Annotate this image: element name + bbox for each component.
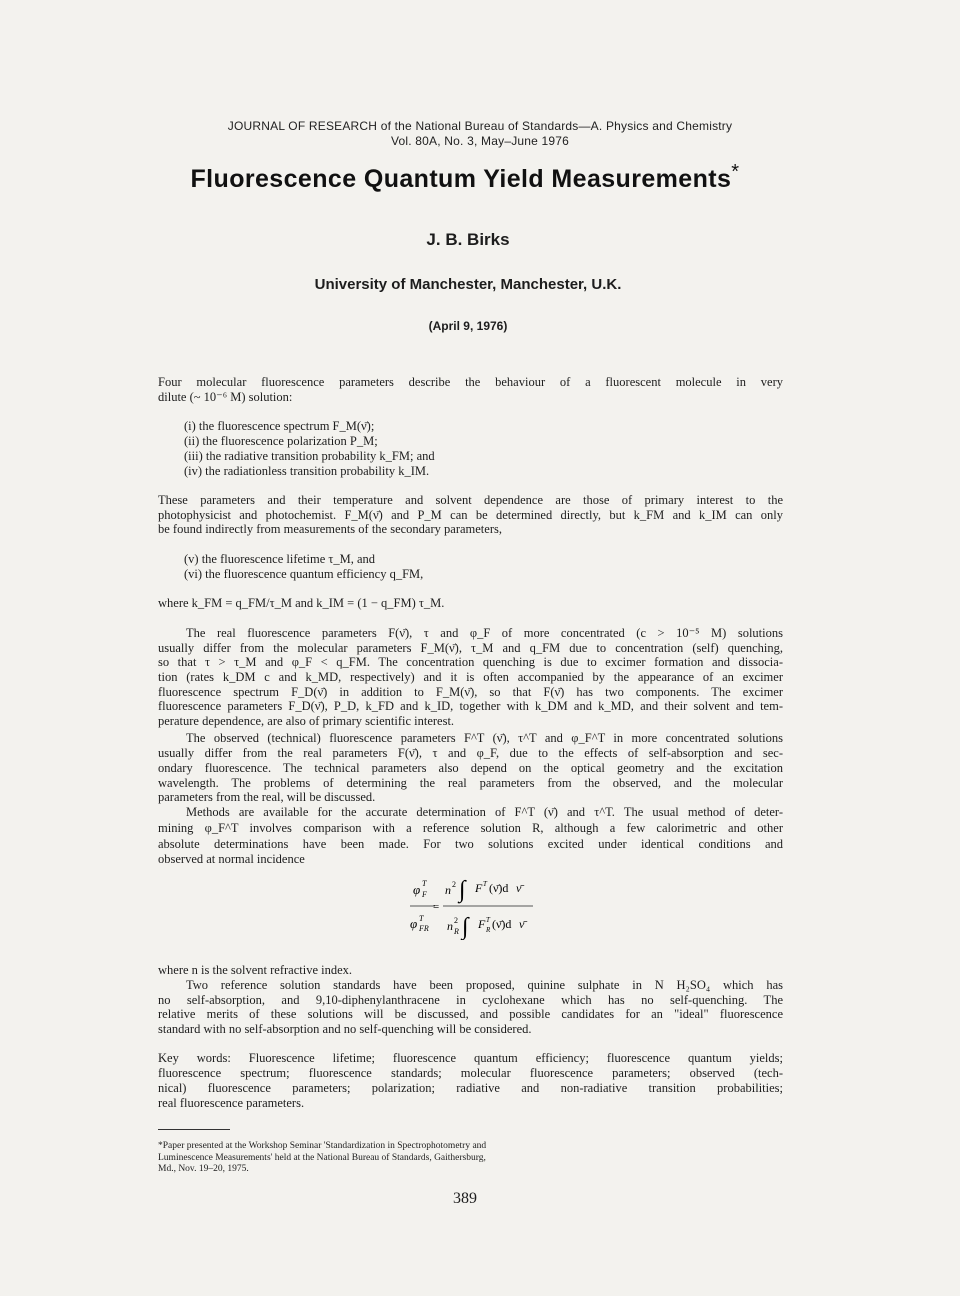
paragraph-line: fluorescence spectrum F_D(ν̄) in addition to F_M(ν̄), so that F(ν̄) has two components. The excimer xyxy=(158,685,783,699)
paragraph-line: wavelength. The problems of determining the real parameters from the observed, and the molecular xyxy=(158,776,783,790)
footnote-rule xyxy=(158,1129,230,1130)
abstract-intro-line: Four molecular fluorescence parameters describe the behaviour of a fluorescent molecule in very xyxy=(158,375,783,389)
received-date: (April 9, 1976) xyxy=(428,319,508,333)
svg-text:(ν̄)d: (ν̄)d xyxy=(492,917,512,931)
paragraph-line: absolute determinations have been made. For two solutions excited under identical conditions and xyxy=(158,837,783,851)
paragraph-line: usually differ from the real parameters F(ν̄), τ and φ_F, due to the effects of self-absorption and sec- xyxy=(158,746,783,760)
svg-text:ν̄: ν̄ xyxy=(519,917,525,931)
svg-text:F: F xyxy=(422,890,427,899)
svg-text:R: R xyxy=(486,926,491,934)
svg-text:2: 2 xyxy=(452,880,456,889)
paragraph-line: These parameters and their temperature and solvent dependence are those of primary interest to the xyxy=(158,493,783,507)
where-line: where k_FM = q_FM/τ_M and k_IM = (1 − q_FM) τ_M. xyxy=(158,596,445,610)
svg-text:n: n xyxy=(447,919,453,933)
keywords-line: fluorescence spectrum; fluorescence standards; molecular fluorescence parameters; observed (tech- xyxy=(158,1066,783,1080)
title-footnote-mark: * xyxy=(731,161,740,183)
svg-text:T: T xyxy=(419,914,424,923)
paragraph-line: observed at normal incidence xyxy=(158,852,305,866)
journal-header: JOURNAL OF RESEARCH of the National Bureau of Standards—A. Physics and Chemistry xyxy=(227,119,733,133)
footnote-line: Md., Nov. 19–20, 1975. xyxy=(158,1164,249,1174)
paragraph-line: The real fluorescence parameters F(ν̄), τ and φ_F of more concentrated (c > 10⁻⁵ M) solutions xyxy=(186,626,783,640)
svg-text:∫: ∫ xyxy=(459,877,466,903)
svg-text:∫: ∫ xyxy=(462,914,469,940)
svg-text:T: T xyxy=(483,880,487,888)
paragraph-line: Two reference solution standards have been proposed, quinine sulphate in N H₂SO₄ which has xyxy=(186,978,783,992)
paragraph-line: fluorescence parameters F_D(ν̄), P_D, k_FD and k_ID, together with k_DM and k_MD, and their solvent and tem- xyxy=(158,699,783,713)
paragraph-line: The observed (technical) fluorescence parameters F^T (ν̄), τ^T and φ_F^T in more concentrated solutions xyxy=(186,731,783,745)
paragraph-line: perature dependence, are also of primary scientific interest. xyxy=(158,714,455,728)
paragraph-line: parameters from the real, will be discussed. xyxy=(158,790,376,804)
keywords-line: Key words: Fluorescence lifetime; fluorescence quantum efficiency; fluorescence quantum yields; xyxy=(158,1051,783,1065)
paragraph-line: be found indirectly from measurements of the secondary parameters, xyxy=(158,522,502,536)
author-name: J. B. Birks xyxy=(426,230,510,249)
list-item: (iv) the radiationless transition probability k_IM. xyxy=(184,464,430,478)
svg-text:ν̄: ν̄ xyxy=(516,881,522,895)
svg-text:R: R xyxy=(454,927,459,936)
paragraph-line: photophysicist and photochemist. F_M(ν̄) and P_M can be determined directly, but k_FM and k_IM can only xyxy=(158,508,783,522)
paragraph-line: so that τ > τ_M and φ_F < q_FM. The concentration quenching is due to excimer formation and dissocia- xyxy=(158,655,783,669)
paragraph-line: tion (rates k_DM c and k_MD, respectively) and it is often accompanied by the appearance of an excimer xyxy=(158,670,783,684)
svg-text:F: F xyxy=(475,881,483,895)
paragraph-line: ondary fluorescence. The technical parameters also depend on the optical geometry and the excitation xyxy=(158,761,783,775)
list-item: (ii) the fluorescence polarization P_M; xyxy=(184,434,378,448)
svg-text:T: T xyxy=(422,879,427,888)
svg-text:(ν̄)d: (ν̄)d xyxy=(489,881,509,895)
abstract-intro-line: dilute (~ 10⁻⁶ M) solution: xyxy=(158,390,293,404)
quantum-yield-equation xyxy=(405,870,540,940)
svg-text:φ: φ xyxy=(410,916,418,931)
paragraph-line: no self-absorption, and 9,10-diphenylanthracene in cyclohexane which has no self-quenching. The xyxy=(158,993,783,1007)
keywords-line: nical) fluorescence parameters; polarization; radiative and non-radiative transition probabilities; xyxy=(158,1081,783,1095)
volume-line: Vol. 80A, No. 3, May–June 1976 xyxy=(390,134,570,148)
list-item: (v) the fluorescence lifetime τ_M, and xyxy=(184,552,376,566)
paragraph-line: Methods are available for the accurate determination of F^T (ν̄) and τ^T. The usual method of deter- xyxy=(186,805,783,819)
paper-title: Fluorescence Quantum Yield Measurements* xyxy=(190,161,740,193)
paragraph-line: relative merits of these solutions will be discussed, and possible candidates for an "ideal" fluorescence xyxy=(158,1007,783,1021)
svg-text:F: F xyxy=(478,917,486,931)
keywords-line: real fluorescence parameters. xyxy=(158,1096,305,1110)
svg-text:2: 2 xyxy=(454,916,458,925)
paragraph-line: standard with no self-absorption and no self-quenching will be considered. xyxy=(158,1022,532,1036)
footnote xyxy=(158,1141,487,1176)
list-item: (iii) the radiative transition probability k_FM; and xyxy=(184,449,435,463)
svg-text:φ: φ xyxy=(413,882,421,897)
where-n-line: where n is the solvent refractive index. xyxy=(158,963,353,977)
affiliation: University of Manchester, Manchester, U.K. xyxy=(314,276,622,293)
paragraph-line: usually differ from the molecular parameters F_M(ν̄), τ_M and q_FM due to concentration (self) quenching, xyxy=(158,641,783,655)
svg-text:n: n xyxy=(445,883,451,897)
page-number: 389 xyxy=(453,1190,477,1207)
footnote-line: Luminescence Measurements' held at the National Bureau of Standards, Gaithersburg, xyxy=(158,1152,486,1163)
svg-text:FR: FR xyxy=(419,924,429,933)
footnote-line: *Paper presented at the Workshop Seminar 'Standardization in Spectrophotometry and xyxy=(158,1141,487,1151)
svg-text:T: T xyxy=(486,916,490,924)
paragraph-line: mining φ_F^T involves comparison with a reference solution R, although a few calorimetric and other xyxy=(158,821,783,835)
svg-text:=: = xyxy=(433,901,440,913)
list-item: (vi) the fluorescence quantum efficiency q_FM, xyxy=(184,567,424,581)
list-item: (i) the fluorescence spectrum F_M(ν̄); xyxy=(184,419,375,433)
